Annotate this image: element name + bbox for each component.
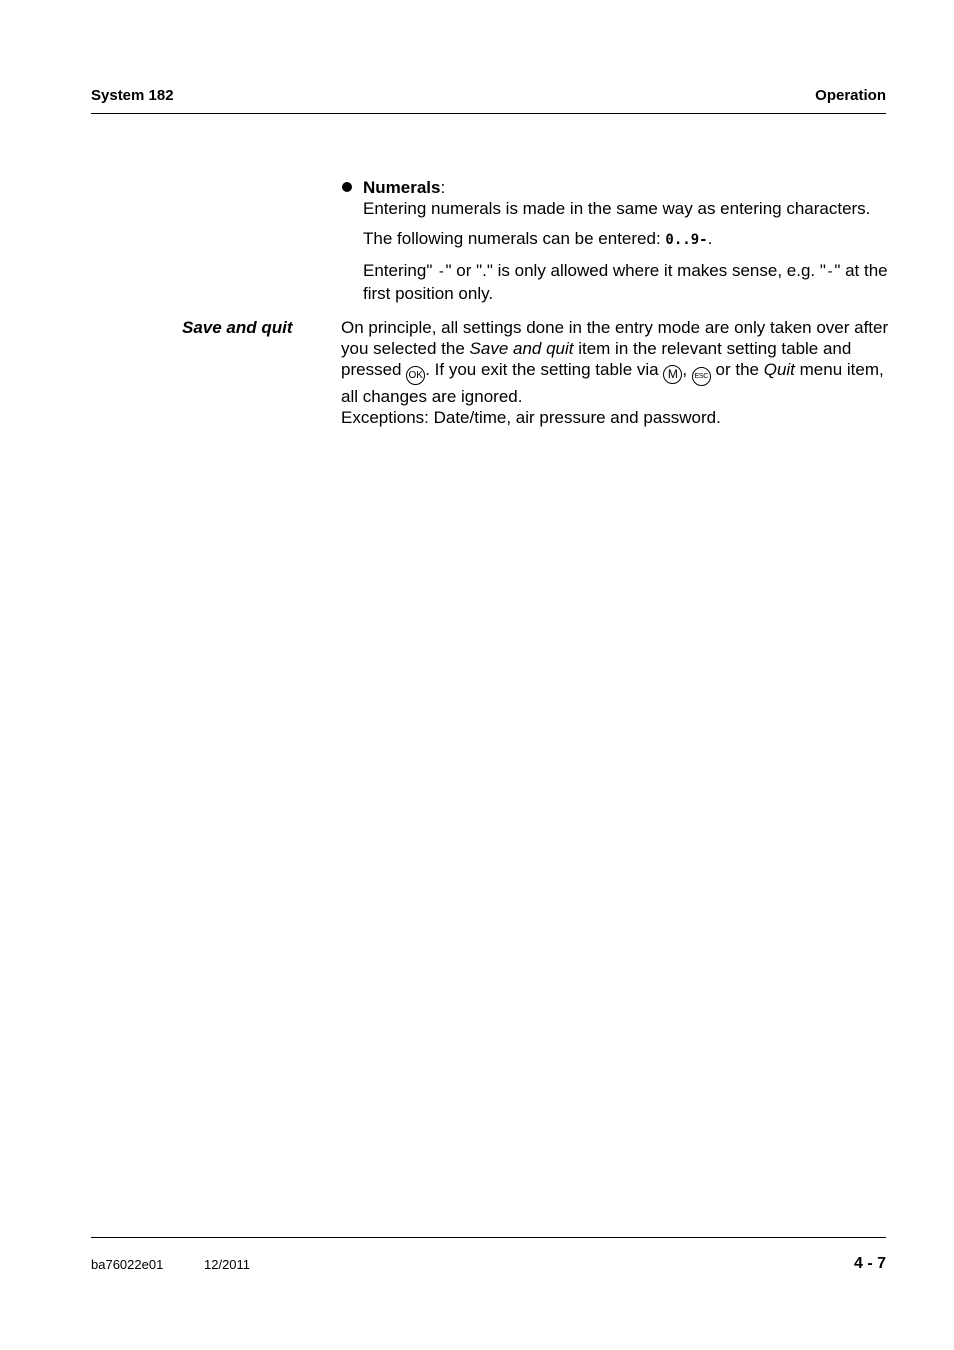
esc-key-icon: ESC <box>692 367 711 386</box>
page-number: 4 - 7 <box>853 1255 886 1272</box>
numerals-section <box>363 177 893 304</box>
footer-divider <box>91 1237 886 1238</box>
header-title: System 182 <box>91 87 174 104</box>
minus-code: - <box>825 264 835 280</box>
numerals-code: 0..9- <box>665 232 708 248</box>
footer-doc-id: ba76022e01 <box>91 1257 164 1272</box>
header-section: Operation <box>815 87 886 104</box>
save-and-quit-label: Save and quit <box>182 318 293 337</box>
numerals-term: Numerals <box>363 178 441 197</box>
save-and-quit-paragraph: On principle, all settings done in the entry mode are only taken over after you selected the Save and quit item in the relevant setting table and pressed OK . If you exit the setting table via M , ESC or the Quit menu item, all changes are ignored. Exceptions: Date/time, air pressure and password. <box>341 318 889 427</box>
numerals-intro: Numerals: Entering numerals is made in the same way as entering characters. <box>363 178 871 218</box>
exceptions-text: Exceptions: Date/time, air pressure and password. <box>341 408 721 427</box>
header-divider <box>91 113 886 114</box>
minus-code: - <box>437 264 446 280</box>
numerals-restriction: Entering" -" or "." is only allowed where it makes sense, e.g. "-" at the first position only. <box>363 261 888 303</box>
numerals-line1: Entering numerals is made in the same way as entering characters. <box>363 199 871 218</box>
ok-key-icon: OK <box>406 366 425 385</box>
footer-date: 12/2011 <box>204 1257 251 1272</box>
m-key-icon: M <box>663 365 682 384</box>
bullet-dot-icon <box>342 182 352 192</box>
numerals-allowed: The following numerals can be entered: 0..9-. <box>363 229 713 248</box>
